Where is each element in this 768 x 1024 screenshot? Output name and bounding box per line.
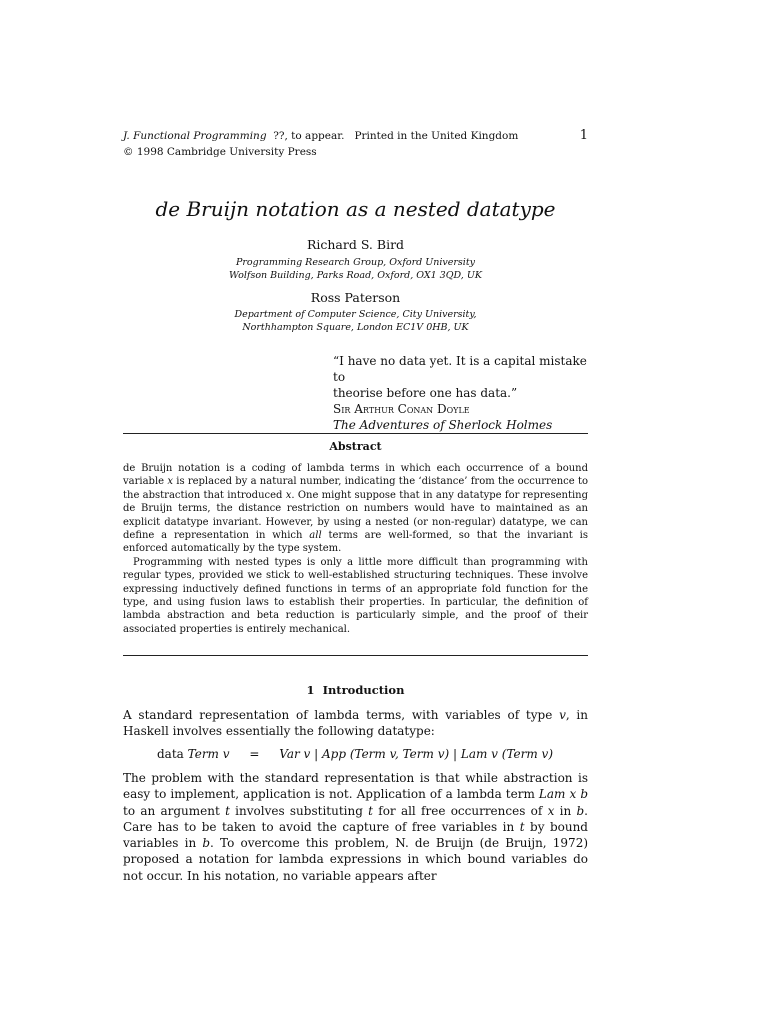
constructor-var: Var v <box>279 747 311 761</box>
constructor-args: (Term v, Term v) <box>346 747 450 761</box>
emphasis: all <box>309 530 322 542</box>
text-run: A standard representation of lambda terms, with variables of type <box>123 708 560 722</box>
math-var: x <box>547 803 555 818</box>
affiliation-line: Department of Computer Science, City University, <box>234 309 477 320</box>
constructor-lam: Lam v <box>460 747 498 761</box>
epigraph <box>333 353 593 433</box>
paragraph <box>123 770 588 884</box>
text-run: is replaced by a natural number, indicating the ‘distance’ from the occurrence to the abstraction that introduced <box>123 476 588 501</box>
author-affiliation <box>123 308 588 334</box>
affiliation-line: Wolfson Building, Parks Road, Oxford, OX1 3QD, UK <box>229 270 482 281</box>
text-run: . To overcome this problem, N. de Bruijn (de Bruijn, 1972) proposed a notation for lambda expressions in which bound variables do not occur. In his notation, no variable appears after <box>123 836 589 883</box>
epigraph-quote-line: theorise before one has data.” <box>333 386 518 400</box>
math-var: x <box>167 476 173 488</box>
equals-sign: = <box>249 747 260 761</box>
journal-status: , to appear. <box>284 130 345 142</box>
text-run: involves substituting <box>229 803 369 818</box>
body-paragraph <box>123 770 588 884</box>
journal-line <box>123 128 588 144</box>
text-run: . Care has to be taken to avoid the capture of free variables in <box>123 803 588 834</box>
running-head <box>123 128 588 160</box>
page-number: 1 <box>579 128 588 143</box>
math-var: v <box>559 708 566 722</box>
math-var: Lam x b <box>538 787 588 802</box>
abstract-bottom-rule <box>123 655 588 656</box>
copyright-line: © 1998 Cambridge University Press <box>123 146 317 158</box>
affiliation-line: Northhampton Square, London EC1V 0HB, UK <box>242 322 469 333</box>
text-run: for all free occurrences of <box>373 803 548 818</box>
text-run: . One might suppose that in any datatype for representing de Bruijn terms, the distance restriction on numbers would have to maintained as an explicit datatype invariant. However, by using a nested (or non-regular) datatype, we can define a representation in which <box>123 489 588 542</box>
text-run: , in Haskell involves essentially the following datatype: <box>123 708 588 739</box>
abstract-heading: Abstract <box>329 440 382 453</box>
math-var: t <box>225 803 230 818</box>
paper-title: de Bruijn notation as a nested datatype <box>155 197 556 221</box>
journal-name: J. Functional Programming <box>123 130 267 142</box>
author-name: Richard S. Bird <box>306 237 405 252</box>
journal-volume: ?? <box>273 130 285 142</box>
separator: | <box>310 747 322 761</box>
printed-note: Printed in the United Kingdom <box>354 130 519 142</box>
abstract-paragraph: Programming with nested types is only a little more difficult than programming with regular types, provided we stick to well-established structuring techniques. These involve expressing inductively defined functions in terms of an appropriate fold function for the type, and using fusion laws to establish their properties. In particular, the definition of lambda abstraction and beta reduction is particularly simple, and the proof of their associated properties is entirely mechanical. <box>123 556 588 635</box>
text-run: de Bruijn notation is a coding of lambda terms in which each occurrence of a bound variable <box>123 463 588 488</box>
text-run: in <box>554 803 577 818</box>
paragraph <box>123 707 588 740</box>
body-paragraph <box>123 707 588 740</box>
separator: | <box>449 747 461 761</box>
type-name: Term v <box>187 747 230 761</box>
text-run: The problem with the standard representation is that while abstraction is easy to implement, application is not. Application of a lambda term <box>123 771 588 802</box>
epigraph-quote-line: “I have no data yet. It is a capital mistake to <box>333 354 587 384</box>
math-var: t <box>519 819 525 834</box>
constructor-args: (Term v) <box>497 747 554 761</box>
text-run: terms are well-formed, so that the invariant is enforced automatically by the type system. <box>123 530 588 555</box>
author-affiliation <box>123 256 588 282</box>
math-var: b <box>576 803 585 818</box>
math-var: b <box>202 836 211 851</box>
section-heading <box>123 683 588 698</box>
abstract-paragraph <box>123 462 588 556</box>
abstract-top-rule <box>123 433 588 434</box>
keyword-data: data <box>157 747 184 761</box>
math-var: x <box>285 489 292 501</box>
math-var: t <box>368 803 373 818</box>
abstract-text <box>123 462 588 636</box>
epigraph-work: The Adventures of Sherlock Holmes <box>333 418 553 432</box>
text-run: to an argument <box>123 803 226 818</box>
affiliation-line: Programming Research Group, Oxford University <box>235 257 476 268</box>
epigraph-source: Sir Arthur Conan Doyle <box>333 402 470 416</box>
section-title: Introduction <box>322 683 405 697</box>
text-run: by bound variables in <box>123 819 588 851</box>
datatype-equation <box>157 746 587 762</box>
author-name: Ross Paterson <box>310 290 401 305</box>
constructor-app: App <box>321 747 347 761</box>
section-number: 1 <box>306 683 315 697</box>
